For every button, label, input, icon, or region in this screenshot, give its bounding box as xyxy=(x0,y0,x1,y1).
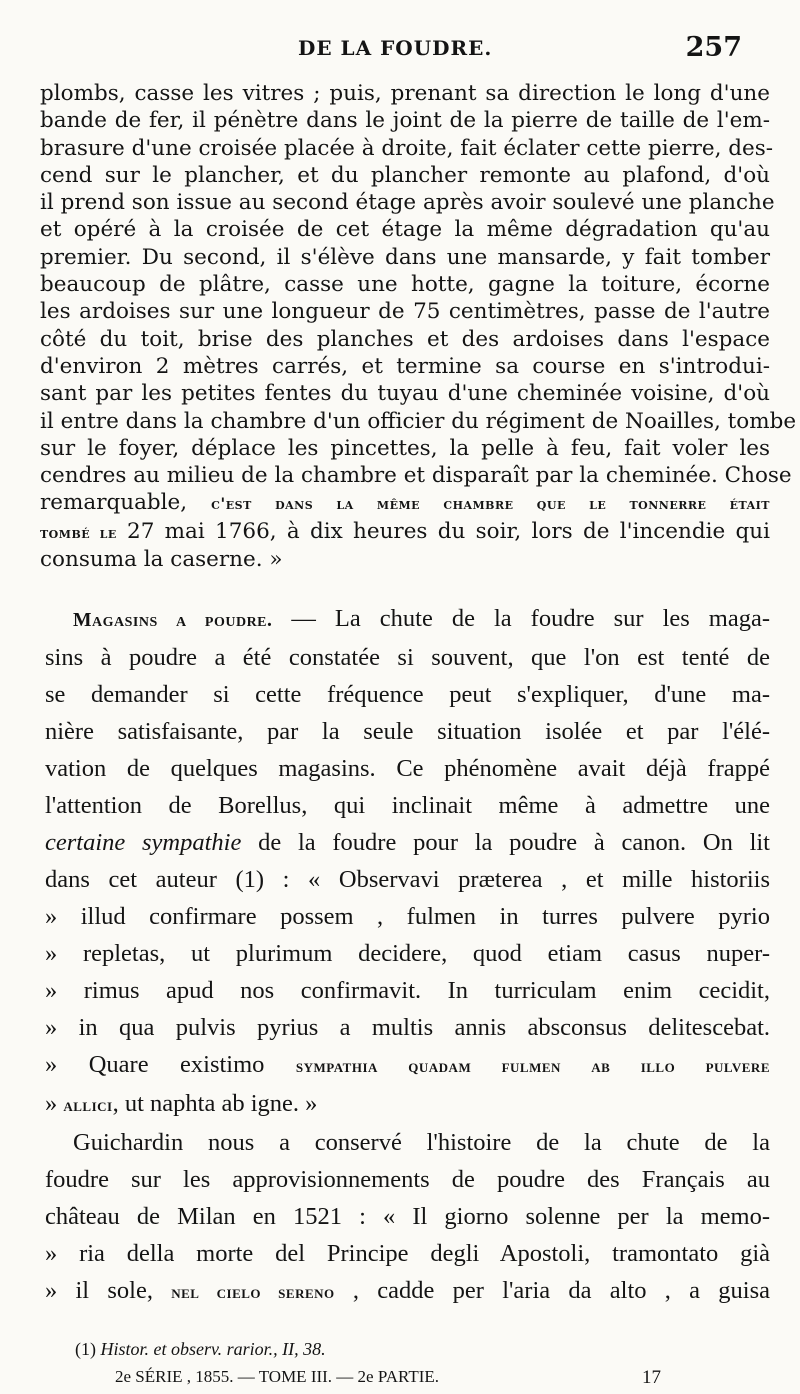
text-run: remarquable, xyxy=(40,490,212,516)
text-run: 27 mai 1766, à dix heures du soir, lors de l'incendie qui xyxy=(116,518,770,544)
text-run: — La chute de la foudre sur les maga- xyxy=(272,605,771,632)
page-header xyxy=(0,32,800,66)
signature-number: 17 xyxy=(642,1367,661,1388)
text-run: » Quare existimo xyxy=(45,1051,296,1078)
printer-signature xyxy=(0,1367,800,1391)
text-line: château de Milan en 1521 : « Il giorno solenne per la memo- xyxy=(45,1203,770,1230)
text-line: il prend son issue au second étage après avoir soulevé une planche xyxy=(40,190,775,216)
text-line: se demander si cette fréquence peut s'expliquer, d'une ma- xyxy=(45,681,770,708)
text-line xyxy=(45,1046,770,1085)
small-caps-run: sympathia quadam fulmen ab illo pulvere xyxy=(295,1056,770,1076)
running-title: DE LA FOUDRE. xyxy=(298,36,493,60)
text-line: premier. Du second, il s'élève dans une mansarde, y fait tomber xyxy=(40,244,770,270)
text-line: beaucoup de plâtre, casse une hotte, gagne la toiture, écorne xyxy=(40,272,770,298)
footnote-text: Histor. et observ. rarior., II, 38. xyxy=(96,1339,326,1359)
footnote-marker: (1) xyxy=(75,1339,96,1359)
text-line xyxy=(45,824,770,861)
signature-text: 2e SÉRIE , 1855. — TOME III. — 2e PARTIE. xyxy=(115,1367,440,1386)
text-line: il entre dans la chambre d'un officier du régiment de Noailles, tombe xyxy=(40,408,797,434)
text-run: de la foudre pour la poudre à canon. On lit xyxy=(241,829,770,856)
text-line: » repletas, ut plurimum decidere, quod etiam casus nuper- xyxy=(45,940,770,967)
text-line: sins à poudre a été constatée si souvent, que l'on est tenté de xyxy=(45,644,770,671)
text-line: » in qua pulvis pyrius a multis annis absconsus delitescebat. xyxy=(45,1014,770,1041)
text-line: » illud confirmare possem , fulmen in turres pulvere pyrio xyxy=(45,903,770,930)
text-line: brasure d'une croisée placée à droite, fait éclater cette pierre, des- xyxy=(40,135,774,161)
text-run: , ut naphta ab igne. » xyxy=(112,1090,318,1117)
small-caps-run: c'est dans la même chambre que le tonnerre était xyxy=(211,494,770,514)
text-run: » xyxy=(45,1090,64,1117)
text-line xyxy=(45,1085,770,1124)
text-line: » ria della morte del Principe degli Apostoli, tramontato già xyxy=(45,1240,770,1267)
text-line: nière satisfaisante, par la seule situation isolée et par l'élé- xyxy=(45,718,770,745)
text-line: » rimus apud nos confirmavit. In turriculam enim cecidit, xyxy=(45,977,770,1004)
text-line xyxy=(40,518,770,546)
text-line: d'environ 2 mètres carrés, et termine sa course en s'introdui- xyxy=(40,353,770,379)
text-line: consuma la caserne. » xyxy=(40,547,283,573)
text-line: l'attention de Borellus, qui inclinait même à admettre une xyxy=(45,792,770,819)
text-line: sant par les petites fentes du tuyau d'une cheminée voisine, d'où xyxy=(40,381,770,407)
text-line: et opéré à la croisée de cet étage la même dégradation qu'au xyxy=(40,217,770,243)
text-line xyxy=(40,489,770,517)
text-line xyxy=(45,1272,770,1311)
text-line: côté du toit, brise des planches et des ardoises dans l'espace xyxy=(40,326,770,352)
text-line: bande de fer, il pénètre dans le joint de la pierre de taille de l'em- xyxy=(40,108,770,134)
paragraph-2 xyxy=(45,600,770,1311)
small-caps-run: allici xyxy=(63,1095,113,1115)
text-line: les ardoises sur une longueur de 75 centimètres, passe de l'autre xyxy=(40,299,770,325)
text-run: » il sole, xyxy=(45,1277,172,1304)
text-run: , cadde per l'aria da alto , a guisa xyxy=(334,1277,770,1304)
italic-run: certaine sympathie xyxy=(45,829,242,856)
paragraph-1 xyxy=(40,80,797,573)
small-caps-run: tombé le xyxy=(40,522,117,542)
section-heading: Magasins a poudre. xyxy=(73,610,273,631)
text-line: vation de quelques magasins. Ce phénomène avait déjà frappé xyxy=(45,755,770,782)
text-line: foudre sur les approvisionnements de poudre des Français au xyxy=(45,1166,770,1193)
text-line xyxy=(45,600,770,639)
text-line: sur le foyer, déplace les pincettes, la pelle à feu, fait voler les xyxy=(40,435,770,461)
text-line: Guichardin nous a conservé l'histoire de la chute de la xyxy=(73,1129,770,1156)
text-line: cend sur le plancher, et du plancher remonte au plafond, d'où xyxy=(40,162,770,188)
text-line: cendres au milieu de la chambre et disparaît par la cheminée. Chose xyxy=(40,463,792,489)
footnote xyxy=(75,1339,326,1360)
text-line: dans cet auteur (1) : « Observavi præterea , et mille historiis xyxy=(45,866,770,893)
page-number: 257 xyxy=(685,32,742,63)
small-caps-run: nel cielo sereno xyxy=(171,1282,335,1302)
text-line: plombs, casse les vitres ; puis, prenant sa direction le long d'une xyxy=(40,81,770,106)
